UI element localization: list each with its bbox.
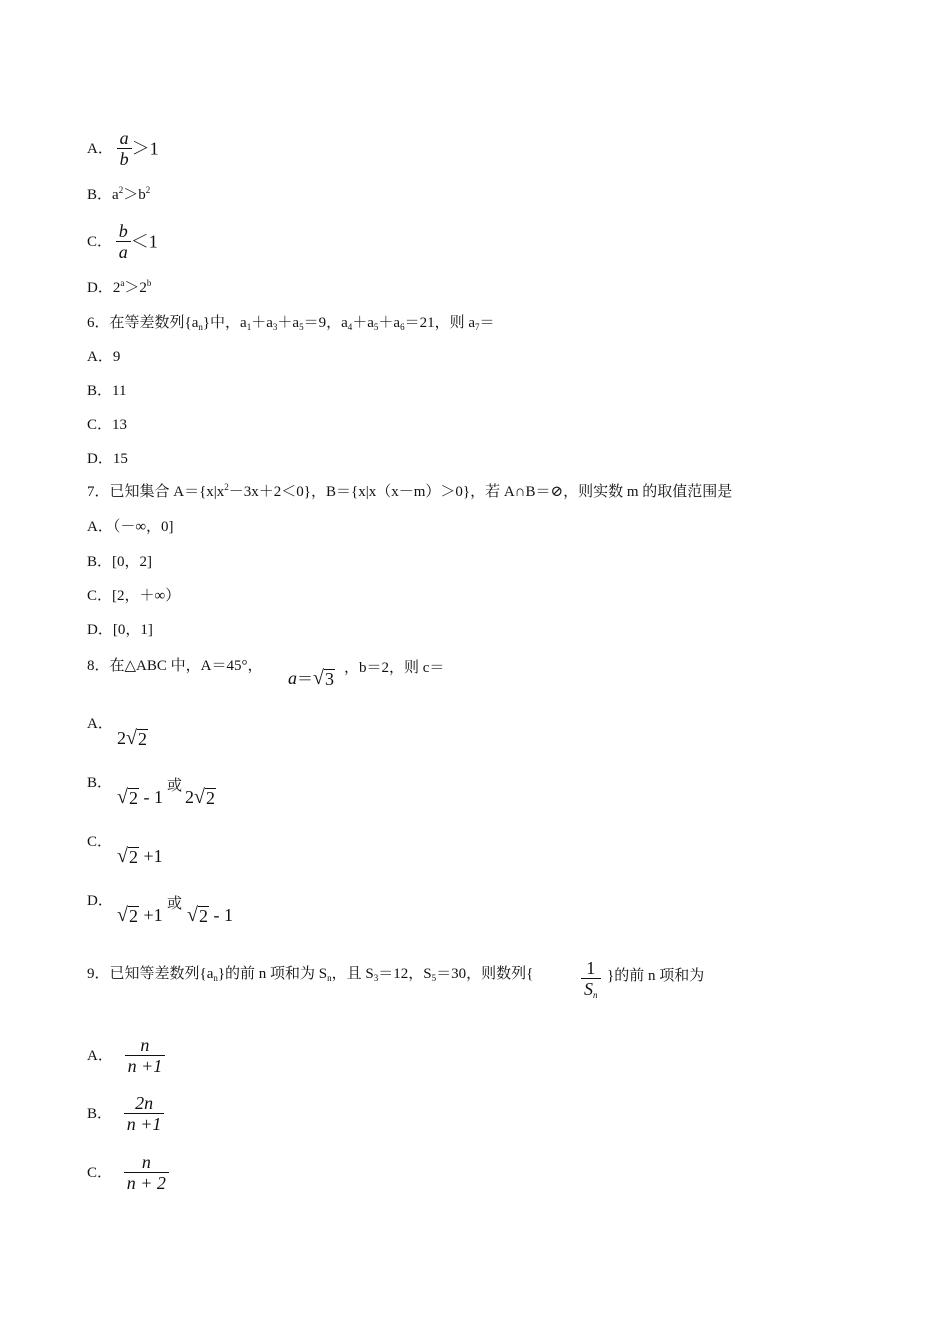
- sqrt-expression: √ 2: [117, 786, 138, 808]
- sqrt-expression: √ 2: [117, 845, 138, 867]
- fraction: $\frac{n}{n +1}$: [125, 1035, 166, 1076]
- q5-option-d: D．$2^a>2^b$: [87, 278, 152, 296]
- sqrt-expression: √ 2: [194, 786, 215, 808]
- q8-option-a-expr: 2 √ 2: [117, 727, 147, 749]
- sqrt-expression: √ 2: [117, 904, 138, 926]
- sqrt-expression: √ 3: [313, 667, 334, 689]
- q9-option-a: A． $\frac{n}{n +1}$: [87, 1035, 165, 1076]
- q8-option-b-label: B．: [87, 775, 113, 791]
- q6-stem: 6．在等差数列$\{a_n\}$中，$a_1+a_3+a_5=9$，$a_4+a_5+a_6=21$，则 $a_7=$: [87, 315, 495, 332]
- q9-option-b: B． $\frac{2n}{n +1}$: [87, 1093, 164, 1134]
- q8-option-d-expr-1: √ 2 +1: [117, 904, 163, 926]
- sqrt-expression: √ 2: [126, 727, 147, 749]
- q9-stem-tail: }的前 n 项和为: [607, 968, 705, 984]
- q7-option-c: C．[2，＋∞）: [87, 588, 181, 604]
- q8-stem-tail: ，b＝2，则 c＝: [344, 660, 445, 676]
- q8-option-d-label: D．: [87, 893, 113, 909]
- q8-option-d-or: 或: [167, 896, 183, 912]
- sqrt-expression: √ 2: [187, 904, 208, 926]
- fraction: $\frac{b}{a}$: [116, 221, 131, 262]
- q9-option-c: C． $\frac{n}{n + 2}$: [87, 1152, 169, 1193]
- q7-stem: 7．已知集合 $A=\{x|x^2-3x+2<0\}$，B＝{x|x（x－m）＞0}，若 A∩B＝⊘，则实数 m 的取值范围是: [87, 482, 733, 500]
- q8-option-b-or: 或: [167, 778, 183, 794]
- q8-stem: 8．在△ABC 中，A＝45°，: [87, 658, 263, 674]
- q7-option-b: B．[0，2]: [87, 554, 153, 570]
- q5-option-a: A． $\frac{a}{b}$ ＞1: [87, 128, 159, 169]
- q9-fraction: $\frac{1}{S_n}$: [581, 958, 601, 999]
- empty-set-symbol: ⊘: [550, 484, 564, 500]
- fraction: $\frac{n}{n + 2}$: [124, 1152, 169, 1193]
- q6-option-b: B．11: [87, 383, 127, 399]
- q7-option-a: A．（－∞，0]: [87, 519, 174, 535]
- q8-option-b-expr-2: 2 √ 2: [185, 786, 215, 808]
- q5-option-c: C． $\frac{b}{a}$ ＜1: [87, 221, 158, 262]
- q8-option-a-label: A．: [87, 716, 113, 732]
- q6-option-c: C．13: [87, 417, 128, 433]
- q8-option-c-label: C．: [87, 834, 113, 850]
- q8-option-b-expr-1: √ 2 - 1: [117, 786, 163, 808]
- q6-option-a: A．9: [87, 349, 121, 365]
- q6-option-d: D．15: [87, 451, 128, 467]
- q5-option-b: B．$a^2>b^2$: [87, 185, 151, 203]
- q8-option-d-expr-2: √ 2 - 1: [187, 904, 233, 926]
- q9-stem: 9．已知等差数列$\{a_n\}$的前 n 项和为 $S_n$，且 $S_3=12$，$S_5=30$，则数列{: [87, 966, 534, 983]
- q7-option-d: D．[0，1]: [87, 622, 153, 638]
- q8-option-c-expr: √ 2 +1: [117, 845, 163, 867]
- fraction: $\frac{2n}{n +1}$: [124, 1093, 165, 1134]
- fraction: $\frac{a}{b}$: [117, 128, 132, 169]
- q8-a-formula: a＝ √ 3: [288, 667, 334, 689]
